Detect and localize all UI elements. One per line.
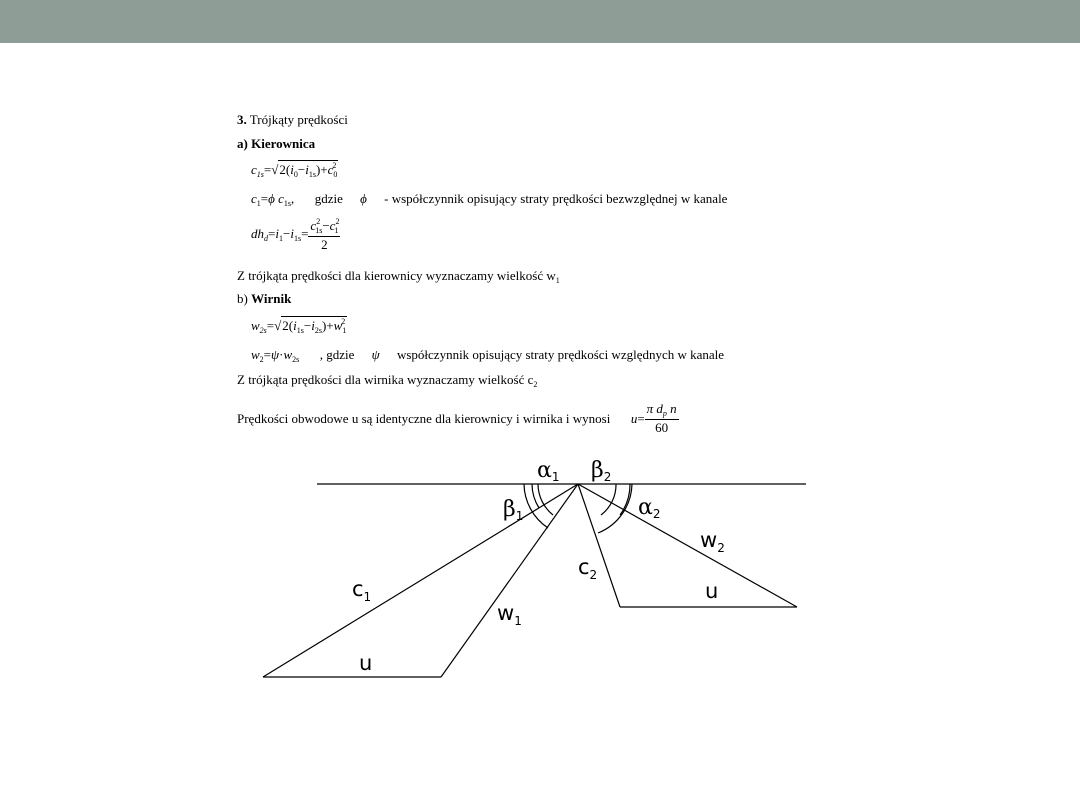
section-title-text: Trójkąty prędkości [249, 112, 348, 127]
part-a-title: Kierownica [251, 136, 316, 151]
label-u-left: u [359, 651, 373, 675]
peripheral-text: Prędkości obwodowe u są identyczne dla kierownicy i wirnika i wynosi [237, 411, 611, 427]
connector-gdzie-b: , gdzie [319, 347, 355, 362]
label-u-right: u [705, 579, 719, 603]
label-beta1: β1 [503, 497, 524, 523]
label-w2: $w_2$ [700, 528, 725, 555]
vector-c1 [263, 484, 578, 677]
phi-description: - współczynnik opisujący straty prędkości bezwzględnej w kanale [384, 191, 728, 206]
part-b-label: b) [237, 291, 248, 306]
formula-w2: $w_2=\psi\cdot w_{2s}$ , gdzie ψ współczynnik opisujący straty prędkości względnych w kanale [251, 347, 725, 364]
part-b-title: Wirnik [251, 291, 292, 306]
label-c2: $c_2$ [578, 555, 598, 582]
conclusion-a-text: Z trójkąta prędkości dla kierownicy wyznaczamy wielkość w [237, 268, 556, 283]
label-beta2: β2 [591, 458, 612, 484]
conclusion-b-sub: 2 [533, 380, 538, 389]
connector-gdzie-a: gdzie [314, 191, 343, 206]
conclusion-b-text: Z trójkąta prędkości dla wirnika wyznaczamy wielkość c [237, 372, 534, 387]
label-c1: $c_1$ [352, 577, 372, 604]
peripheral-denominator: 60 [655, 420, 669, 436]
vector-w2 [578, 484, 797, 607]
vector-c2 [578, 484, 620, 607]
formula-w2s: $w_{2s}=√2(i_{1s}-i_{2s})+w_1^2$ [251, 317, 347, 335]
formula-dhd: $dh_d=i_1-i_{1s}=$ $\frac{c^2_{1s}-c^2_1}{2}$ [251, 217, 340, 253]
label-w1: $w_1$ [497, 601, 522, 628]
section-number: 3. [237, 112, 247, 127]
formula-c1: $c_1=\phi$ $c_{1s}$, gdzie ϕ - współczynnik opisujący straty prędkości bezwzględnej w kanale [251, 191, 728, 208]
arc-alpha1 [538, 484, 553, 515]
psi-description: współczynnik opisujący straty prędkości względnych w kanale [396, 347, 725, 362]
conclusion-a-sub: 1 [555, 276, 560, 285]
label-alpha1: α1 [537, 458, 560, 484]
formula-c1s: $c_{1s}=√2(i_0-i_{1s})+c_0^2$ [251, 161, 338, 179]
arc-beta2 [601, 484, 616, 515]
part-a-label: a) [237, 136, 248, 151]
peripheral-speed-line: Prędkości obwodowe u są identyczne dla kierownicy i wirnika i wynosi u= $\frac{\pi d_p n}{60}$ [237, 401, 677, 436]
label-alpha2: α2 [638, 495, 661, 521]
